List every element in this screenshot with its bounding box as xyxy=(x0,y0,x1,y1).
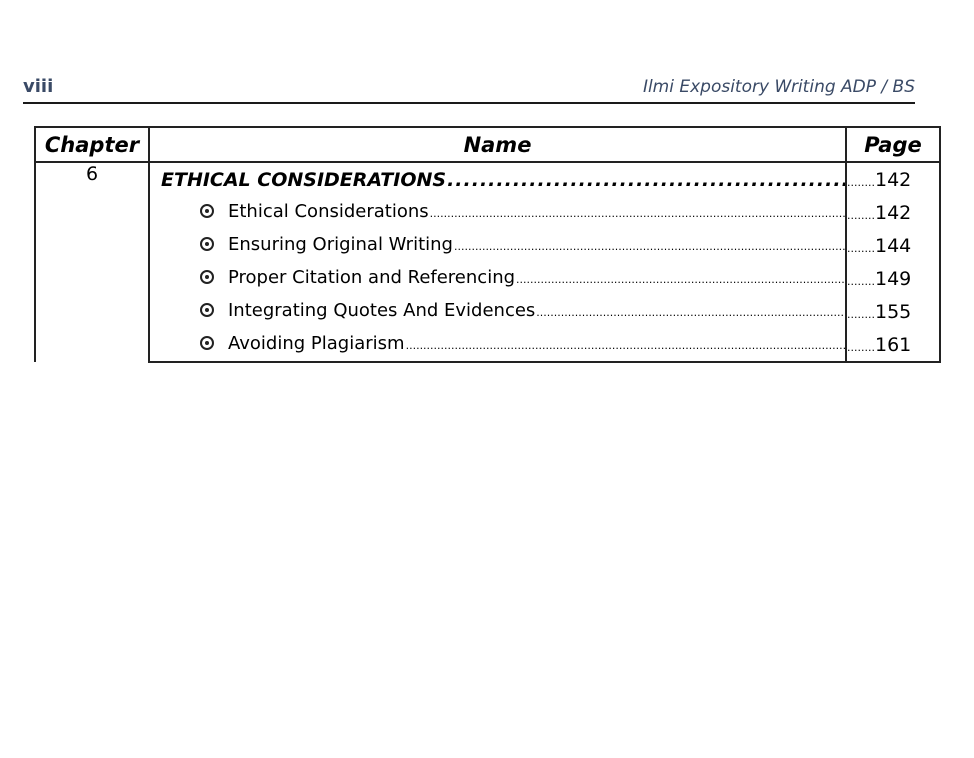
dot-leader xyxy=(454,235,845,259)
dot-leader xyxy=(847,275,875,288)
circled-dot-bullet-icon xyxy=(200,303,214,317)
dot-leader xyxy=(847,209,875,222)
toc-entry-main[interactable] xyxy=(149,162,846,196)
toc-entry-title: Ensuring Original Writing xyxy=(228,233,453,255)
book-title: Ilmi Expository Writing ADP / BS xyxy=(642,77,915,97)
toc-entry[interactable] xyxy=(149,196,846,229)
toc-entry-title: Avoiding Plagiarism xyxy=(228,332,405,354)
toc-entry[interactable] xyxy=(149,328,846,362)
dot-leader xyxy=(406,334,845,358)
toc-entry-title: Integrating Quotes And Evidences xyxy=(228,299,536,321)
table-of-contents xyxy=(34,126,941,363)
dot-leader xyxy=(516,268,845,292)
toc-entry-page[interactable] xyxy=(846,196,940,229)
dot-leader xyxy=(847,308,875,321)
dot-leader xyxy=(847,242,875,255)
toc-row-sub xyxy=(35,295,940,328)
toc-entry-main-title: ETHICAL CONSIDERATIONS xyxy=(161,168,447,191)
toc-entry[interactable] xyxy=(149,262,846,295)
page-number: viii xyxy=(23,76,54,97)
column-header-page: Page xyxy=(846,127,940,162)
toc-entry-page[interactable] xyxy=(846,295,940,328)
page-value: 155 xyxy=(875,300,912,323)
toc-entry[interactable] xyxy=(149,295,846,328)
toc-entry-main-page[interactable] xyxy=(846,162,940,196)
toc-entry-title: Proper Citation and Referencing xyxy=(228,266,516,288)
toc-entry-title: Ethical Considerations xyxy=(228,200,429,222)
circled-dot-bullet-icon xyxy=(200,270,214,284)
circled-dot-bullet-icon xyxy=(200,204,214,218)
toc-entry[interactable] xyxy=(149,229,846,262)
column-header-chapter: Chapter xyxy=(35,127,149,162)
toc-entry-page[interactable] xyxy=(846,262,940,295)
page-value: 142 xyxy=(875,168,912,191)
toc-row-sub xyxy=(35,196,940,229)
dot-leader xyxy=(847,341,875,354)
dot-leader xyxy=(847,176,875,189)
page-value: 142 xyxy=(875,201,912,224)
dot-leader xyxy=(447,168,845,192)
toc-row-sub xyxy=(35,229,940,262)
toc-entry-page[interactable] xyxy=(846,328,940,362)
toc-header-row xyxy=(35,127,940,162)
circled-dot-bullet-icon xyxy=(200,336,214,350)
dot-leader xyxy=(536,301,845,325)
circled-dot-bullet-icon xyxy=(200,237,214,251)
toc-row-sub xyxy=(35,328,940,362)
toc-row-sub xyxy=(35,262,940,295)
toc-entry-page[interactable] xyxy=(846,229,940,262)
toc-row-main xyxy=(35,162,940,196)
page-value: 161 xyxy=(875,333,912,356)
page-value: 149 xyxy=(875,267,912,290)
page-value: 144 xyxy=(875,234,912,257)
running-header xyxy=(23,74,915,104)
chapter-number: 6 xyxy=(35,162,149,362)
column-header-name: Name xyxy=(149,127,846,162)
dot-leader xyxy=(430,202,845,226)
